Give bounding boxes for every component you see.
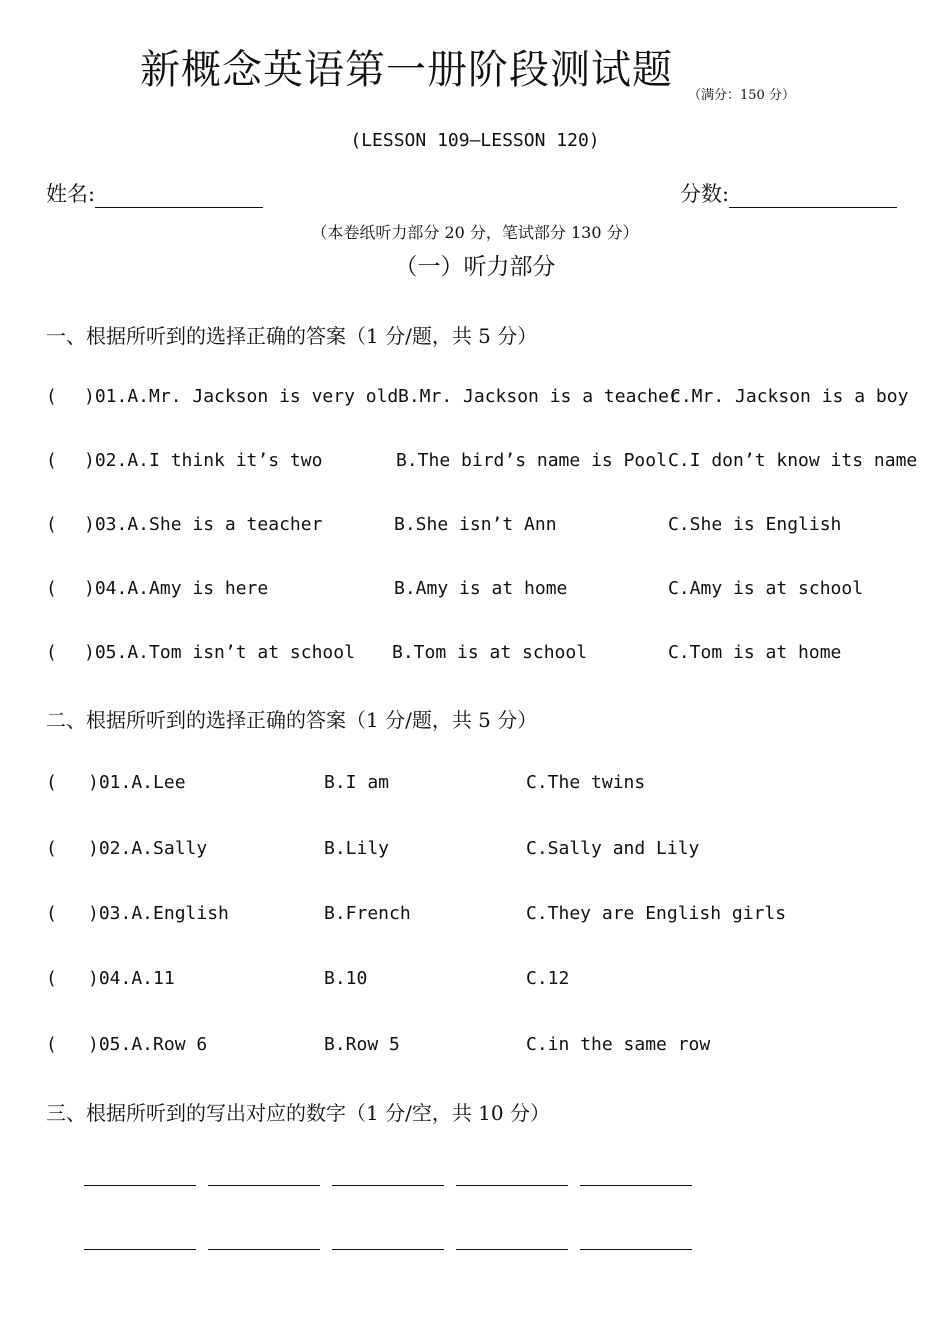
- answer-paren[interactable]: (: [46, 1034, 57, 1055]
- option-a: )01.A.Lee: [88, 772, 186, 793]
- option-c: C.Mr. Jackson is a boy: [670, 386, 909, 407]
- option-a: )03.A.English: [88, 903, 229, 924]
- answer-blank[interactable]: [208, 1249, 320, 1250]
- option-a: )04.A.11: [88, 968, 175, 989]
- option-c: C.12: [526, 968, 570, 989]
- option-b: B.I am: [324, 772, 390, 793]
- answer-blank[interactable]: [456, 1249, 568, 1250]
- option-a: )02.A.Sally: [88, 838, 208, 859]
- answer-paren[interactable]: (: [46, 514, 57, 535]
- option-b: B.The bird’s name is Pool: [396, 450, 667, 471]
- answer-paren[interactable]: (: [46, 578, 57, 599]
- option-a: )04.A.Amy is here: [84, 578, 269, 599]
- answer-paren[interactable]: (: [46, 772, 57, 793]
- option-a: )05.A.Row 6: [88, 1034, 208, 1055]
- score-field: [680, 178, 897, 208]
- answer-blank[interactable]: [580, 1249, 692, 1250]
- option-b: B.Row 5: [324, 1034, 400, 1055]
- option-c: C.They are English girls: [526, 903, 787, 924]
- answer-blank[interactable]: [332, 1185, 444, 1186]
- section1-heading: 一、根据所听到的选择正确的答案（1 分/题，共 5 分）: [46, 324, 538, 348]
- option-a: )02.A.I think it’s two: [84, 450, 323, 471]
- option-a: )05.A.Tom isn’t at school: [84, 642, 355, 663]
- section2-heading: 二、根据所听到的选择正确的答案（1 分/题，共 5 分）: [46, 708, 538, 732]
- name-blank[interactable]: [95, 187, 263, 208]
- answer-paren[interactable]: (: [46, 450, 57, 471]
- option-a: )03.A.She is a teacher: [84, 514, 323, 535]
- answer-blank[interactable]: [580, 1185, 692, 1186]
- paper-note: （本卷纸听力部分 20 分，笔试部分 130 分）: [311, 223, 639, 242]
- part-heading: （一）听力部分: [394, 254, 556, 280]
- answer-paren[interactable]: (: [46, 903, 57, 924]
- option-c: C.Sally and Lily: [526, 838, 700, 859]
- option-c: C.Amy is at school: [668, 578, 864, 599]
- option-c: C.Tom is at home: [668, 642, 842, 663]
- option-b: B.10: [324, 968, 368, 989]
- option-b: B.Mr. Jackson is a teacher: [398, 386, 680, 407]
- answer-blank[interactable]: [84, 1185, 196, 1186]
- lesson-range: (LESSON 109—LESSON 120): [350, 130, 600, 151]
- score-blank[interactable]: [729, 187, 897, 208]
- answer-blank[interactable]: [208, 1185, 320, 1186]
- option-c: C.I don’t know its name: [668, 450, 918, 471]
- option-c: C.in the same row: [526, 1034, 711, 1055]
- option-c: C.She is English: [668, 514, 842, 535]
- option-b: B.Tom is at school: [392, 642, 588, 663]
- answer-paren[interactable]: (: [46, 838, 57, 859]
- page-title: 新概念英语第一册阶段测试题: [140, 47, 673, 93]
- answer-blank[interactable]: [456, 1185, 568, 1186]
- full-score: （满分：150 分）: [688, 88, 795, 103]
- answer-paren[interactable]: (: [46, 968, 57, 989]
- option-b: B.French: [324, 903, 411, 924]
- name-field: [46, 178, 263, 208]
- option-a: )01.A.Mr. Jackson is very old: [84, 386, 399, 407]
- section3-heading: 三、根据所听到的写出对应的数字（1 分/空，共 10 分）: [46, 1101, 550, 1125]
- answer-blank[interactable]: [332, 1249, 444, 1250]
- name-label: 姓名:: [46, 182, 96, 206]
- score-label: 分数:: [680, 182, 730, 206]
- option-c: C.The twins: [526, 772, 646, 793]
- answer-paren[interactable]: (: [46, 642, 57, 663]
- answer-paren[interactable]: (: [46, 386, 57, 407]
- option-b: B.Amy is at home: [394, 578, 568, 599]
- option-b: B.She isn’t Ann: [394, 514, 557, 535]
- answer-blank[interactable]: [84, 1249, 196, 1250]
- option-b: B.Lily: [324, 838, 390, 859]
